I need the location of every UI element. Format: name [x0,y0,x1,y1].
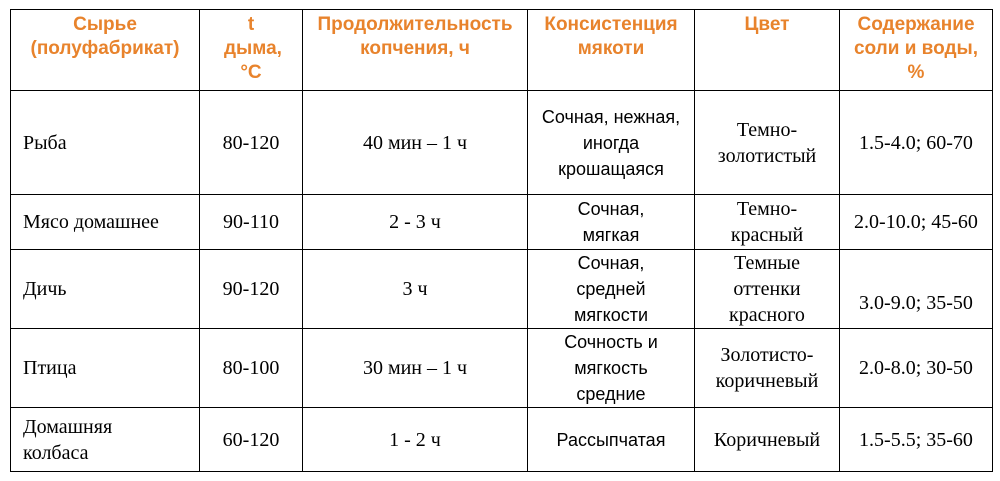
table-row [11,408,993,472]
cell-color: Темно-золотистый [695,91,840,195]
cell-duration: 40 мин – 1 ч [303,91,528,195]
cell-temperature: 60-120 [200,408,303,472]
table-row [11,329,993,408]
header-salt-water: Содержание соли и воды, % [840,10,993,91]
header-smoking-duration: Продолжительность копчения, ч [303,10,528,91]
cell-color: Коричневый [695,408,840,472]
cell-consistency: Сочная, нежная, иногда крошащаяся [528,91,695,195]
cell-duration: 30 мин – 1 ч [303,329,528,408]
cell-salt-water: 1.5-5.5; 35-60 [840,408,993,472]
smoking-table [10,9,993,472]
cell-consistency: Рассыпчатая [528,408,695,472]
cell-raw-material: Рыба [11,91,200,195]
cell-salt-water: 2.0-10.0; 45-60 [840,195,993,250]
cell-temperature: 80-120 [200,91,303,195]
cell-salt-water: 2.0-8.0; 30-50 [840,329,993,408]
header-smoke-temperature: t дыма, °С [200,10,303,91]
table-row [11,250,993,329]
header-consistency: Консистенция мякоти [528,10,695,91]
header-raw-material: Сырье (полуфабрикат) [11,10,200,91]
cell-temperature: 90-110 [200,195,303,250]
cell-raw-material: Мясо домашнее [11,195,200,250]
cell-raw-material: Домашняя колбаса [11,408,200,472]
cell-color: Темно-красный [695,195,840,250]
cell-raw-material: Дичь [11,250,200,329]
cell-duration: 3 ч [303,250,528,329]
cell-salt-water: 1.5-4.0; 60-70 [840,91,993,195]
cell-consistency: Сочная, средней мягкости [528,250,695,329]
cell-temperature: 90-120 [200,250,303,329]
cell-raw-material: Птица [11,329,200,408]
cell-consistency: Сочность и мягкость средние [528,329,695,408]
table-row [11,195,993,250]
header-color: Цвет [695,10,840,91]
cell-salt-water: 3.0-9.0; 35-50 [840,250,993,329]
table-row [11,91,993,195]
cell-color: Золотисто-коричневый [695,329,840,408]
cell-duration: 2 - 3 ч [303,195,528,250]
cell-color: Темные оттенки красного [695,250,840,329]
cell-duration: 1 - 2 ч [303,408,528,472]
cell-temperature: 80-100 [200,329,303,408]
header-row [11,10,993,91]
cell-consistency: Сочная, мягкая [528,195,695,250]
